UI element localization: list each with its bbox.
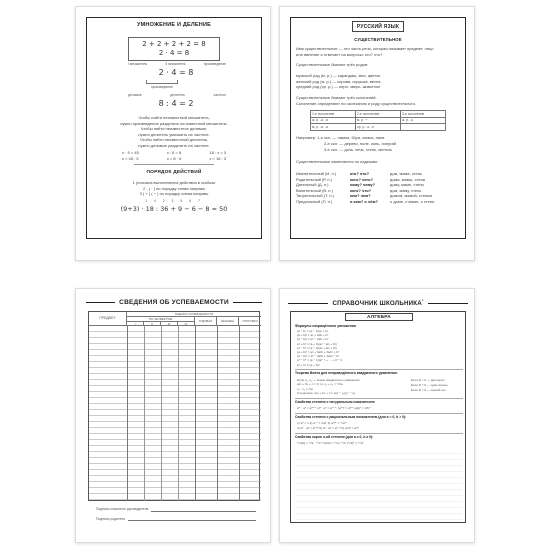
title-text: СПРАВОЧНИК ШКОЛЬНИКА — [332, 300, 422, 308]
title-rule-right — [233, 302, 262, 303]
multiplier-label-2: II множитель — [165, 62, 186, 66]
section-title: РУССКИЙ ЯЗЫК — [356, 24, 400, 30]
case-example: домом, мамой, степью — [390, 193, 433, 198]
example-line: x = 45 : 5 — [122, 155, 139, 161]
declension-line: Существительные бывают трёх склонений. — [296, 95, 377, 100]
example-dividend — [167, 150, 182, 161]
rational-power-list — [297, 421, 463, 431]
order-title: ПОРЯДОК ДЕЙСТВИЙ — [146, 170, 202, 175]
example-line: 2-е скл. — дерево, поле, конь, попугай — [324, 141, 396, 146]
formula-line: a³ + b³ = (a + b)(a² − ab + b²) — [297, 341, 337, 346]
col-quarters: ПО ЧЕТВЕРТЯМ — [127, 317, 195, 322]
signatures — [96, 507, 256, 521]
equation-multiply: 2 · 4 = 8 — [158, 49, 190, 57]
col-divider — [127, 326, 128, 501]
root-line: ⁿ√(ab) = ⁿ√a · ⁿ√b ⁿ√(a/b) = ⁿ√a / ⁿ√b (ⁿ√a)ᵏ = ⁿ√aᵏ — [297, 441, 364, 445]
equation-sum: 2 + 2 + 2 + 2 = 8 — [142, 40, 206, 48]
quarter-4: IV — [178, 322, 195, 326]
case-example: дому, маме, степи — [390, 182, 424, 187]
rule-line: нужно произведение разделить на известный множитель. — [120, 120, 228, 126]
case-example: дом, маму, степь — [390, 187, 422, 193]
divider — [295, 398, 463, 399]
division-labels — [128, 93, 226, 98]
table-cell — [401, 124, 446, 131]
vieta-line: ax² + bx + c = 0, то x₁ + x₂ = −b/a — [297, 382, 343, 387]
table-row — [311, 117, 446, 124]
formulas-list — [297, 329, 407, 367]
equation-box — [128, 37, 220, 61]
order-marks: 1 4 2 3 5 6 7 — [145, 199, 203, 203]
order-example: (9+3) · 18 : 36 + 9 − 6 − 8 = 50 — [120, 205, 228, 213]
case-question: кто? что? — [350, 171, 370, 176]
col-divider — [195, 326, 196, 501]
case-row — [296, 199, 462, 205]
root-title: Свойства корня n-ой степени (для a ≥ 0, b ≥ 0): — [295, 435, 374, 439]
order-rule: 2 - ( · ) по порядку слева направо — [143, 185, 205, 191]
examples-list — [324, 141, 460, 152]
col-year: ГОДОВАЯ — [195, 317, 217, 326]
table-cell: м. р. ─ — [356, 117, 401, 124]
discriminant-note: Если D = 0 — один корень — [411, 383, 448, 387]
signature-parent — [96, 517, 256, 522]
divider — [134, 164, 214, 165]
case-example: о доме, о маме, о степи — [390, 198, 435, 204]
title-rule-left — [86, 302, 115, 303]
page-russian-language — [279, 6, 475, 261]
vieta-title: Теорема Виета для неприведённого квадратного уравнения: — [295, 371, 398, 375]
case-question: кого? чего? — [350, 176, 374, 182]
definition-line: Имя существительное — это часть речи, которая называет предмет, лицо — [296, 46, 434, 51]
discriminant-note: Если D > 0 — два корня — [411, 378, 445, 382]
divisor-label: делитель — [170, 93, 185, 97]
quarter-3: III — [161, 322, 178, 326]
grades-table — [88, 311, 260, 501]
cases-intro: Существительные изменяются по падежам: — [296, 159, 378, 164]
example-line: x : 6 = 8 — [166, 150, 182, 155]
title-rule-left — [288, 303, 328, 304]
gender-line: мужской род (м. р.) — карандаш, мяч, цветок — [296, 73, 381, 78]
page-grades — [75, 288, 271, 543]
rule-line: Чтобы найти неизвестный делитель, — [139, 137, 209, 142]
formulas-title: Формулы сокращённого умножения — [295, 324, 356, 328]
col-subject: ПРЕДМЕТ — [89, 312, 127, 326]
example-line: x = 18 : 3 — [209, 155, 226, 161]
rule-line: Чтобы найти неизвестное делимое, — [140, 126, 208, 131]
vieta-line: Если x₁, x₂ — корни квадратного уравнения — [297, 378, 360, 382]
divider — [295, 413, 463, 414]
case-name: Творительный (Т. п.) — [296, 193, 334, 198]
col-divider — [144, 326, 145, 501]
product-label: произведение — [203, 62, 226, 66]
section-title — [332, 299, 423, 307]
declension-line: Склонение определяют по окончанию и роду существительного. — [296, 100, 417, 106]
discriminant-notes — [411, 378, 465, 393]
discriminant-note: Если D < 0 — корней нет — [411, 388, 446, 392]
rational-power-line: 1) a⁰ = 1 2) a⁻ⁿ = 1/aⁿ 3) aᵐ/ⁿ = ⁿ√aᵐ — [297, 421, 347, 425]
formula-line: a² + b² ≠ (a + b)² — [297, 362, 320, 367]
case-question: о ком? о чём? — [350, 198, 378, 204]
rule-line: нужно делимое разделить на частное. — [138, 142, 210, 148]
vieta-list — [297, 378, 407, 396]
gender-line: средний род (ср. р.) — перо, зверь, животное — [296, 84, 381, 89]
subsection-title: СУЩЕСТВИТЕЛЬНОЕ — [354, 37, 402, 42]
example-multiplier — [122, 150, 139, 161]
col-final: ИТОГОВАЯ — [239, 317, 261, 326]
divider — [295, 433, 463, 434]
signature-line — [151, 508, 256, 512]
section-title: УМНОЖЕНИЕ И ДЕЛЕНИЕ — [137, 22, 211, 28]
declension-intro — [296, 95, 460, 106]
rule-line: Чтобы найти неизвестный множитель, — [138, 115, 210, 120]
signature-label: Подпись классного руководителя — [96, 507, 149, 511]
formula-line: (a + b)³ = a³ + 3a²b + 3ab² + b³ — [297, 350, 340, 355]
table-cell: ср. р. -о, -е — [356, 124, 401, 131]
formula-line: (a − b)³ = a³ − 3a²b + 3ab² − b³ — [297, 354, 340, 359]
genders-list — [296, 73, 460, 90]
page-multiplication-division — [75, 6, 271, 261]
order-rule: 1 (сначала выполняются действия в скобках — [132, 180, 216, 185]
col-marks: ОЦЕНКИ УСПЕВАЕМОСТИ — [127, 312, 261, 317]
table-cell: м. р. -а, -я — [311, 124, 356, 131]
product-caption: произведение — [150, 85, 174, 89]
formula-line: a³ − b³ = (a − b)(a² + ab + b²) — [297, 345, 337, 350]
declension-table — [310, 110, 446, 131]
case-name: Предложный (П. п.) — [296, 198, 333, 204]
case-name: Винительный (В. п.) — [296, 187, 333, 193]
table-cell: ж. р. -а, -я — [311, 117, 356, 124]
case-example: дома, мамы, степи — [390, 176, 425, 182]
section-title: СВЕДЕНИЯ ОБ УСПЕВАЕМОСТИ — [119, 299, 229, 306]
col-divider — [178, 326, 179, 501]
natural-power-line: aᵐ · aⁿ = aᵐ⁺ⁿ; aᵐ : aⁿ = aᵐ⁻ⁿ; (aᵐ)ⁿ = aᵐⁿ; (ab)ⁿ = aⁿbⁿ — [297, 406, 371, 410]
equation-division: 8 : 4 = 2 — [158, 99, 194, 108]
quotient-label: частное — [213, 93, 226, 97]
order-rules — [96, 180, 252, 197]
signature-teacher — [96, 507, 256, 512]
multiplier-labels — [128, 62, 226, 67]
section-label: АЛГЕБРА — [367, 314, 391, 320]
blank-area — [295, 448, 463, 522]
signature-label: Подпись родителя — [96, 516, 126, 521]
title-bar — [288, 299, 468, 307]
table-header-row — [311, 111, 446, 118]
example-line: x = 8 · 6 — [166, 155, 182, 161]
col-divider — [239, 326, 240, 501]
examples-intro: Например: 1-е скл. — лампа, Юра, семья, папа — [296, 135, 385, 140]
table-header: 2-е склонение — [356, 111, 401, 118]
case-name: Именительный (И. п.) — [296, 171, 337, 176]
case-question: кем? чем? — [350, 193, 371, 198]
vieta-line: Следствие: ax² + bx + c = a(x − x₁)(x − x₂) — [297, 391, 356, 396]
title-bar — [86, 299, 262, 306]
formula-line: (a − b)² = a² − 2ab + b² — [297, 337, 329, 342]
quarter-2: II — [144, 322, 161, 326]
col-exam: ЭКЗАМЕН — [217, 317, 239, 326]
example-line: 3-е скл. — дочь, печь, степь, мелочь — [324, 146, 392, 152]
case-name: Дательный (Д. п.) — [296, 182, 329, 187]
table-cell: ж. р. -ь — [401, 117, 446, 124]
equation-product: 2 · 4 = 8 — [158, 68, 194, 77]
cases-list — [296, 171, 462, 204]
definition — [296, 46, 460, 57]
order-rule: 3 ( + ) ( − ) по порядку слева направо — [139, 191, 209, 196]
product-brace — [146, 80, 178, 84]
case-question: кого? что? — [350, 187, 372, 193]
divider — [295, 369, 463, 370]
formula-line: (a + b)² = a² + 2ab + b² — [297, 333, 329, 338]
example-line: x · 5 = 45 — [122, 150, 139, 155]
grade-rows — [89, 326, 261, 501]
multiplier-label-1: I множитель — [128, 62, 148, 66]
formula-line: a² − b² = (a − b)(a + b) — [297, 329, 328, 333]
definition-line: или явление и отвечает на вопросы: кто? что? — [296, 51, 383, 57]
case-name: Родительный (Р. п.) — [296, 176, 332, 182]
example-line: 18 : x = 3 — [209, 150, 226, 155]
formula-line: aⁿ − bⁿ = (a − b)(aⁿ⁻¹ + … + bⁿ⁻¹) — [297, 358, 343, 363]
title-rule-right — [428, 303, 468, 304]
vieta-line: x₁ · x₂ = c/a — [297, 386, 313, 391]
table-header: 1-е склонение — [311, 111, 356, 118]
natural-power-title: Свойства степени с натуральным показателем — [295, 400, 375, 404]
page-algebra-reference — [279, 288, 475, 543]
example-divisor — [209, 150, 226, 161]
case-example: дом, мама, степь — [390, 171, 422, 176]
signature-line — [128, 517, 256, 521]
rational-power-line: 4) aᵖ · aᵍ = aᵖ⁺ᵍ 5) aᵖ : aᵍ = aᵖ⁻ᵍ 6) (aᵖ)ᵍ = aᵖᵍ — [297, 426, 359, 430]
table-row — [311, 124, 446, 131]
examples-row — [122, 150, 226, 161]
rule-line: нужно делитель умножить на частное. — [138, 131, 210, 137]
dividend-label: делимое — [128, 93, 142, 97]
col-divider — [217, 326, 218, 501]
quarter-1: I — [127, 322, 144, 326]
rules-block — [96, 115, 252, 148]
rational-power-title: Свойства степени с рациональным показателем (для a > 0, b > 0): — [295, 415, 407, 419]
algebra-frame — [290, 311, 466, 523]
genders-intro: Существительные бывают трёх родов: — [296, 62, 369, 67]
case-question: кому? чему? — [350, 182, 376, 187]
title-mark: * — [421, 299, 424, 303]
col-divider — [161, 326, 162, 501]
gender-line: женский род (ж. р.) — корова, игрушка, весна — [296, 78, 381, 84]
table-header: 3-е склонение — [401, 111, 446, 118]
